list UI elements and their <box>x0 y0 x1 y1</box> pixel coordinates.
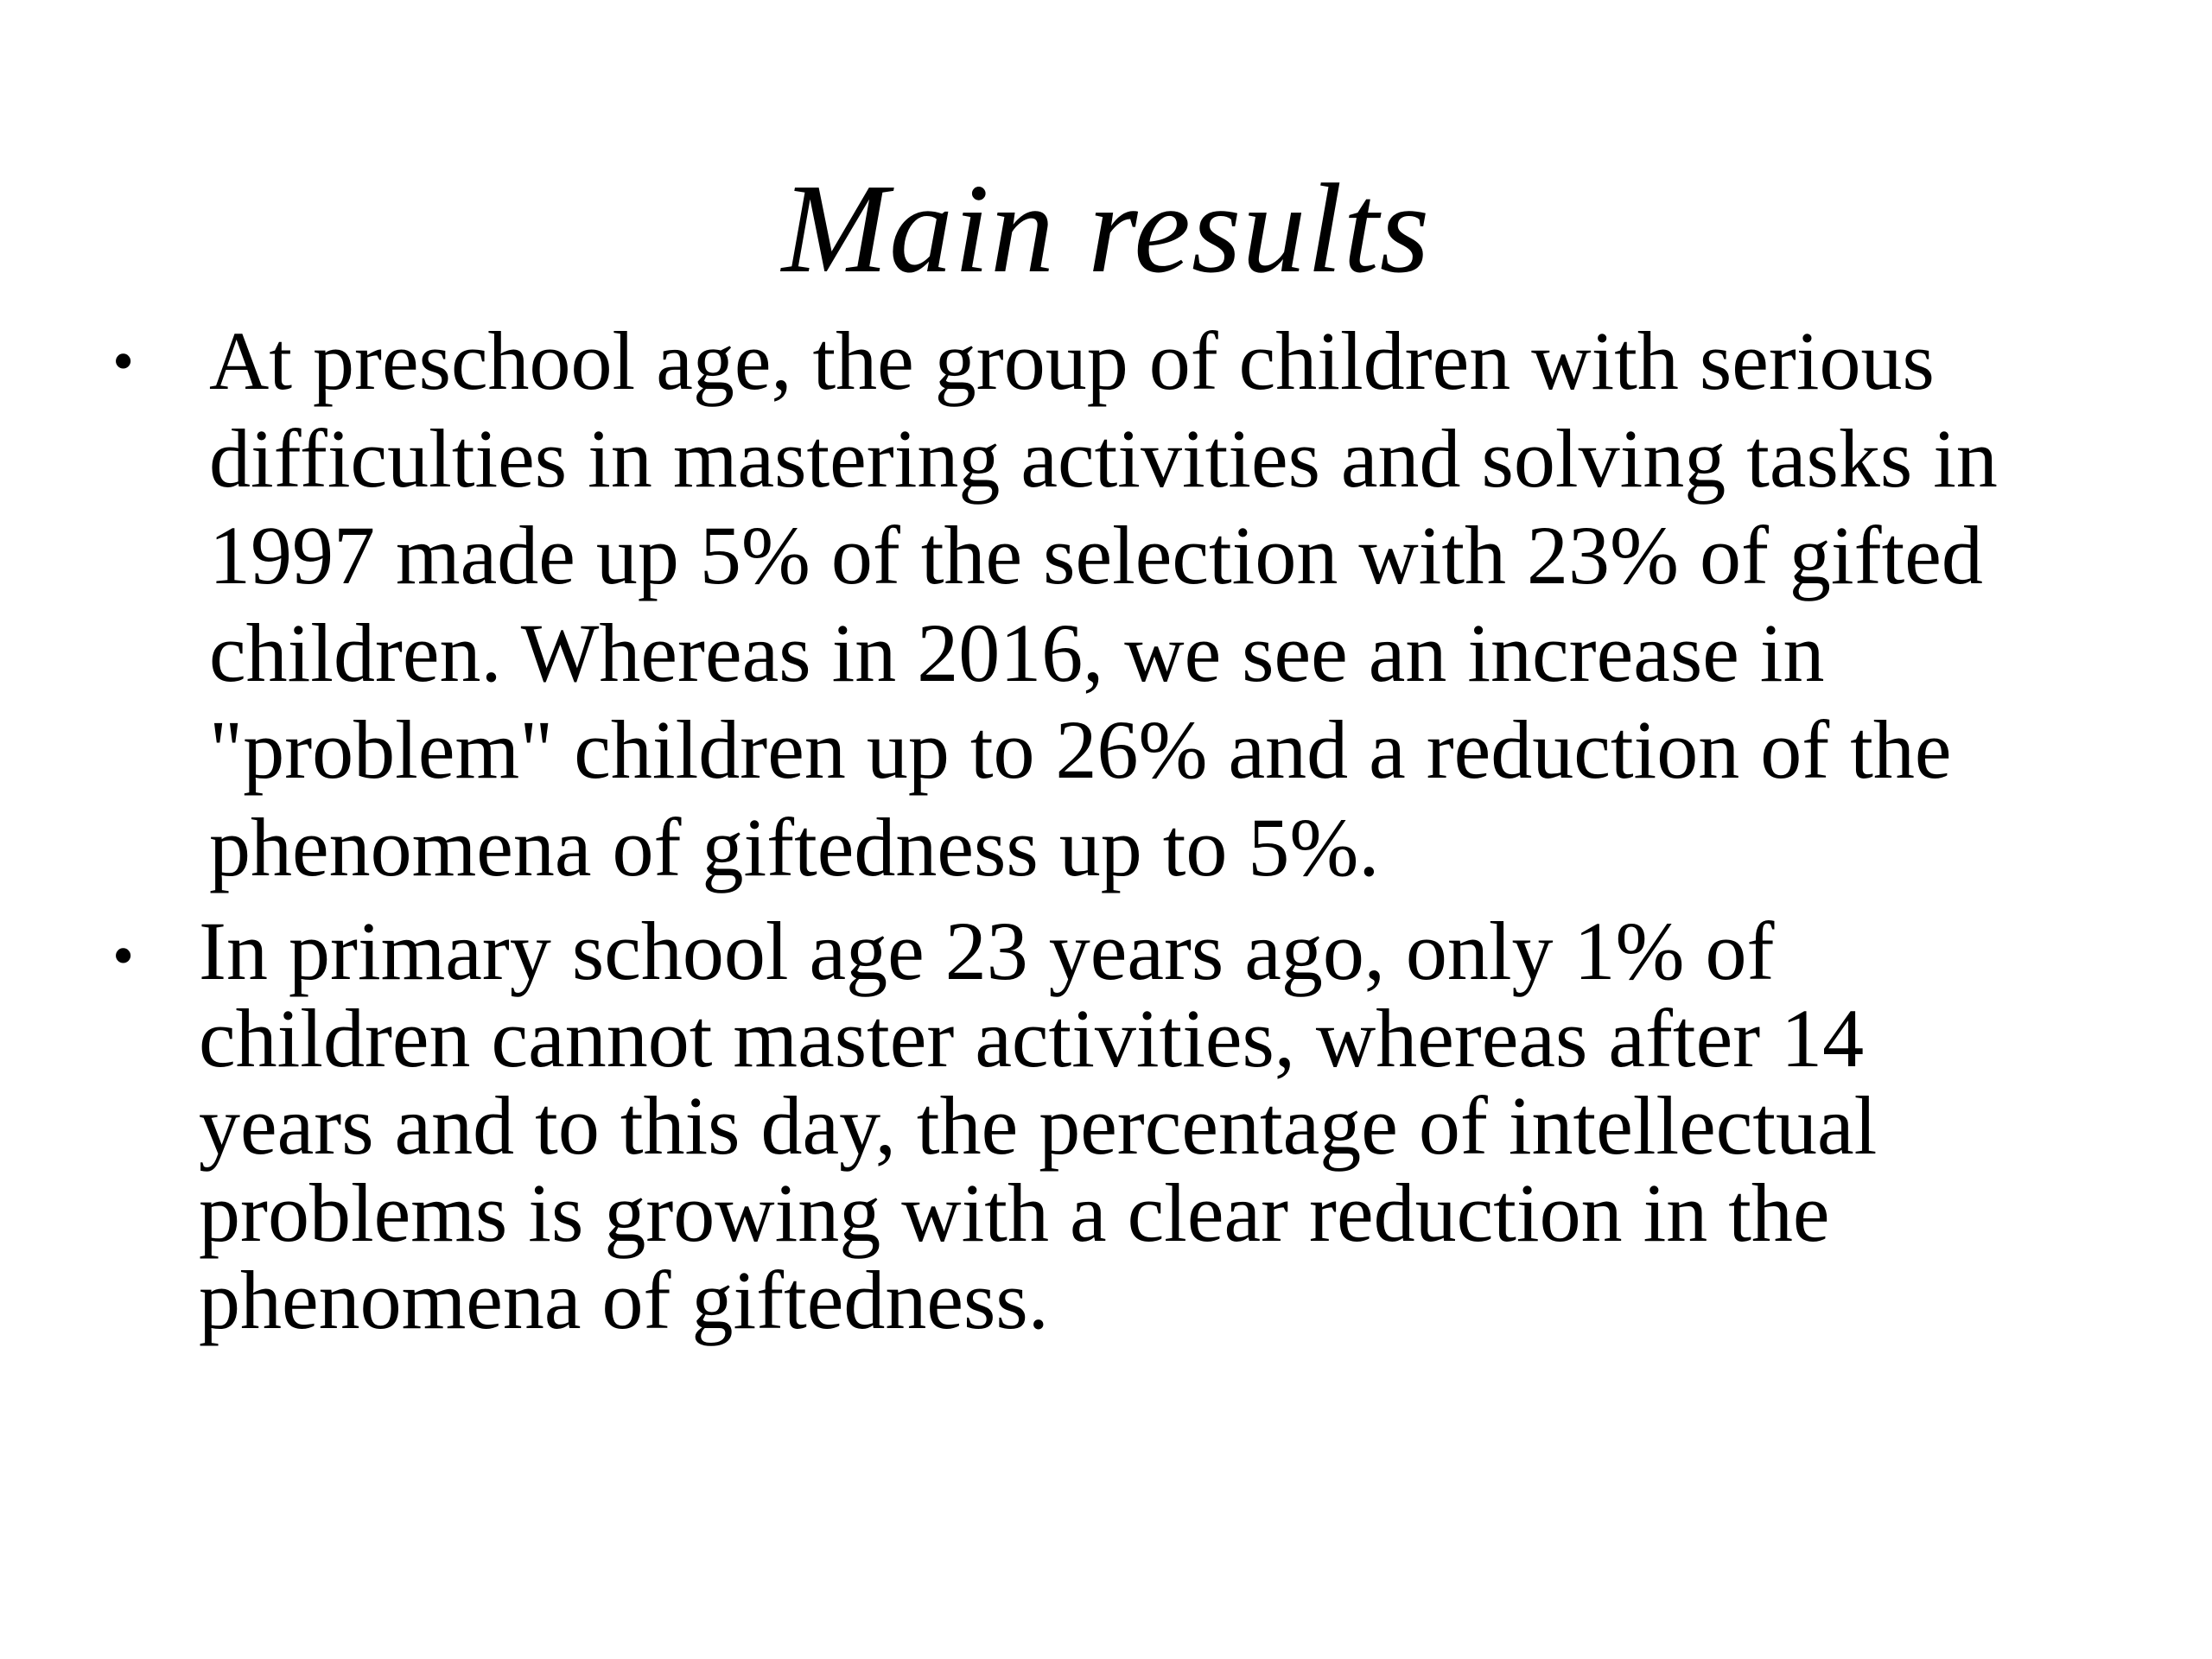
bullet-dot-icon: • <box>112 327 135 396</box>
text-line: In primary school age 23 years ago, only 1% of <box>199 905 1775 997</box>
text-line: "problem" children up to 26% and a reduction of the <box>209 703 1952 796</box>
text-line: problems is growing with a clear reduction in the <box>199 1166 1830 1259</box>
text-line: phenomena of giftedness. <box>199 1254 1049 1346</box>
slide-title: Main results <box>781 158 1431 300</box>
text-line: difficulties in mastering activities and solving tasks in <box>209 411 1998 505</box>
text-line: children cannot master activities, whereas after 14 <box>199 992 1865 1084</box>
text-line: children. Whereas in 2016, we see an increase in <box>209 606 1825 699</box>
text-line: 1997 made up 5% of the selection with 23% of gifted <box>209 509 1983 601</box>
text-line: phenomena of giftedness up to 5%. <box>209 800 1380 893</box>
bullet-text <box>209 313 2127 896</box>
text-line: years and to this day, the percentage of intellectual <box>199 1079 1878 1172</box>
bullet-dot-icon: • <box>112 921 135 990</box>
bullet-text <box>199 907 2013 1344</box>
text-line: At preschool age, the group of children with serious <box>209 315 1935 407</box>
